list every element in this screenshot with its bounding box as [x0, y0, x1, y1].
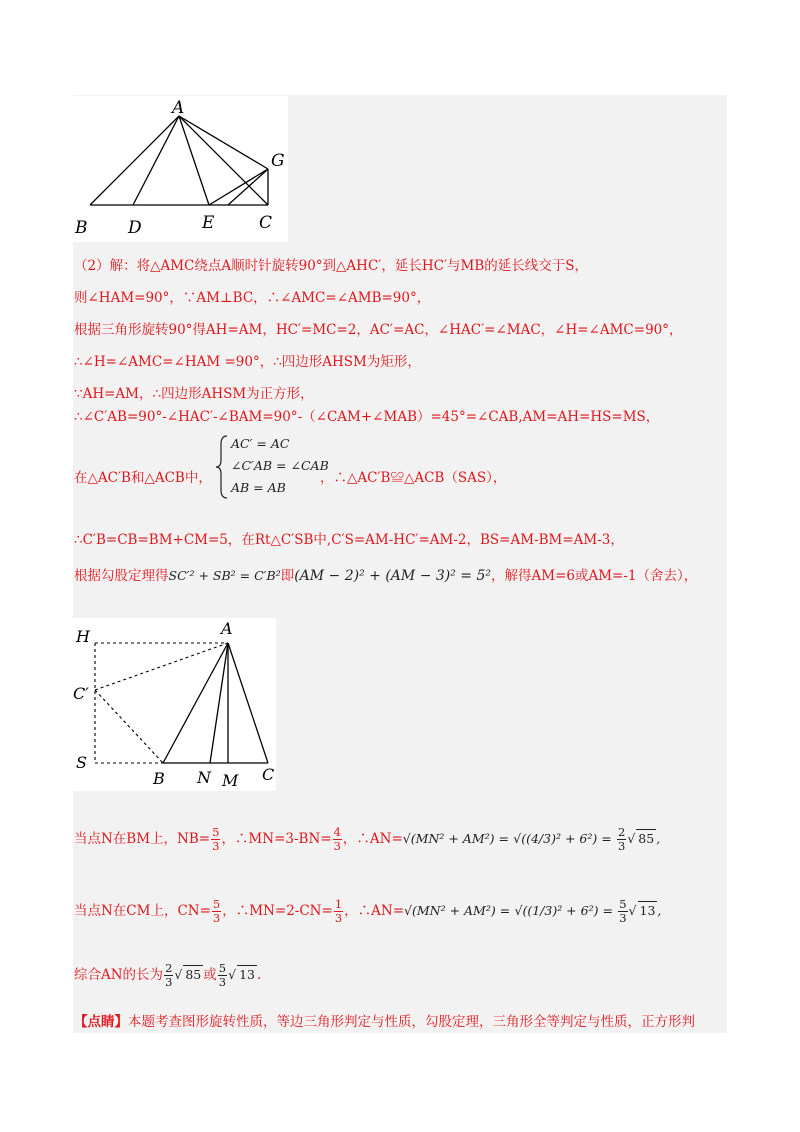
congruence-system [215, 434, 335, 500]
mn-fraction-1: $\frac{4}{3}$ [333, 825, 341, 853]
conclusion-pre: 综合AN的长为 [74, 967, 164, 983]
label-a: A [172, 98, 185, 118]
pythagoras-equation: (AM − 2)² + (AM − 3)² = 5² [294, 568, 492, 584]
solution-line-6: ∴∠C′AB=90°-∠HAC′-∠BAM=90°-（∠CAM+∠MAB）=45°=∠CAB,AM=AH=HS=MS， [74, 409, 660, 425]
case2-pre: 当点N在CM上，CN= [74, 903, 211, 919]
an-value-expr-1: √((4/3)² + 6²) = [513, 831, 612, 846]
conclusion-mid: 或 [203, 967, 217, 983]
case2-mid1: ，∴MN=2-CN= [222, 903, 333, 919]
an-result-radicand-1: 85 [638, 831, 655, 846]
solution-line-9-post: ，解得AM=6或AM=-1（舍去）， [491, 568, 698, 584]
solution-line-8: ∴C′B=CB=BM+CM=5，在Rt△C′SB中,C′S=AM-HC′=AM-2，BS=AM-BM=AM-3， [74, 532, 624, 548]
label-n: N [197, 768, 211, 787]
nb-fraction: $\frac{5}{3}$ [212, 825, 220, 853]
an-result-fraction-1: $\frac{2}{3}$ [618, 825, 626, 853]
conclusion-fraction-2: $\frac{5}{3}$ [218, 961, 227, 989]
solution-line-7-pre: 在△AC′B和△ACB中， [74, 470, 212, 486]
an-value-expr-2: √((1/3)² + 6²) = [514, 903, 613, 918]
label-c-prime: C′ [73, 684, 89, 703]
label-b: B [75, 218, 88, 238]
solution-line-1: （2）解：将△AMC绕点A顺时针旋转90°到△AHC′，延长HC′与MB的延长线交于S， [74, 258, 589, 274]
label-m: M [222, 771, 239, 790]
label-s: S [76, 753, 87, 772]
pythagoras-formula: SC′² + SB² = C′B² [168, 568, 281, 583]
footnote-text: 本题考查图形旋转性质，等边三角形判定与性质，勾股定理，三角形全等判定与性质，正方形判 [128, 1014, 695, 1030]
solution-line-3: 根据三角形旋转90°得AH=AM，HC′=MC=2，AC′=AC，∠HAC′=∠MAC，∠H=∠AMC=90°， [74, 322, 683, 338]
conclusion-radicand-1: 85 [185, 967, 202, 982]
cn-fraction: $\frac{5}{3}$ [212, 897, 221, 925]
solution-line-4: ∴∠H=∠AMC=∠HAM =90°，∴四边形AHSM为矩形， [74, 354, 421, 370]
figure-square-ahsm [73, 618, 276, 791]
label-e: E [202, 213, 215, 233]
label-c: C [259, 213, 273, 233]
label-h: H [76, 627, 90, 646]
label-g: G [271, 151, 285, 171]
footnote-tag: 【点睛】 [74, 1014, 128, 1030]
solution-line-9-pre: 根据勾股定理得 [74, 568, 169, 584]
label-b2: B [153, 769, 165, 788]
case1-mid1: ，∴MN=3-BN= [221, 831, 332, 847]
footnote [74, 1010, 695, 1030]
system-row-3: AB = AB [231, 480, 286, 495]
system-row-2: ∠C′AB = ∠CAB [231, 458, 329, 473]
an-result-fraction-2: $\frac{5}{3}$ [619, 897, 627, 925]
an-root-expr-1: √(MN² + AM²) = [402, 831, 509, 846]
system-row-1: AC′ = AC [231, 436, 290, 451]
an-root-expr-2: √(MN² + AM²) = [404, 903, 511, 918]
figure-triangle-abc [73, 96, 288, 242]
an-result-radicand-2: 13 [639, 903, 656, 918]
solution-line-2: 则∠HAM=90°，∵AM⊥BC，∴∠AMC=∠AMB=90°， [74, 290, 431, 306]
conclusion-post: . [256, 967, 262, 983]
case1-mid2: ，∴AN= [342, 831, 403, 847]
conclusion-fraction-1: $\frac{2}{3}$ [165, 961, 173, 989]
solution-line-7-post: ，∴△AC′B≌△ACB（SAS）， [320, 470, 507, 486]
label-d: D [128, 218, 142, 238]
label-a2: A [221, 619, 233, 638]
solution-line-5: ∵AH=AM，∴四边形AHSM为正方形， [74, 386, 314, 402]
mn-fraction-2: $\frac{1}{3}$ [334, 897, 343, 925]
label-c2: C [262, 765, 275, 784]
case1-pre: 当点N在BM上，NB= [74, 831, 211, 847]
conclusion-radicand-2: 13 [239, 967, 255, 982]
solution-line-9-mid: 即 [280, 568, 295, 584]
case2-mid2: ，∴AN= [344, 903, 405, 919]
